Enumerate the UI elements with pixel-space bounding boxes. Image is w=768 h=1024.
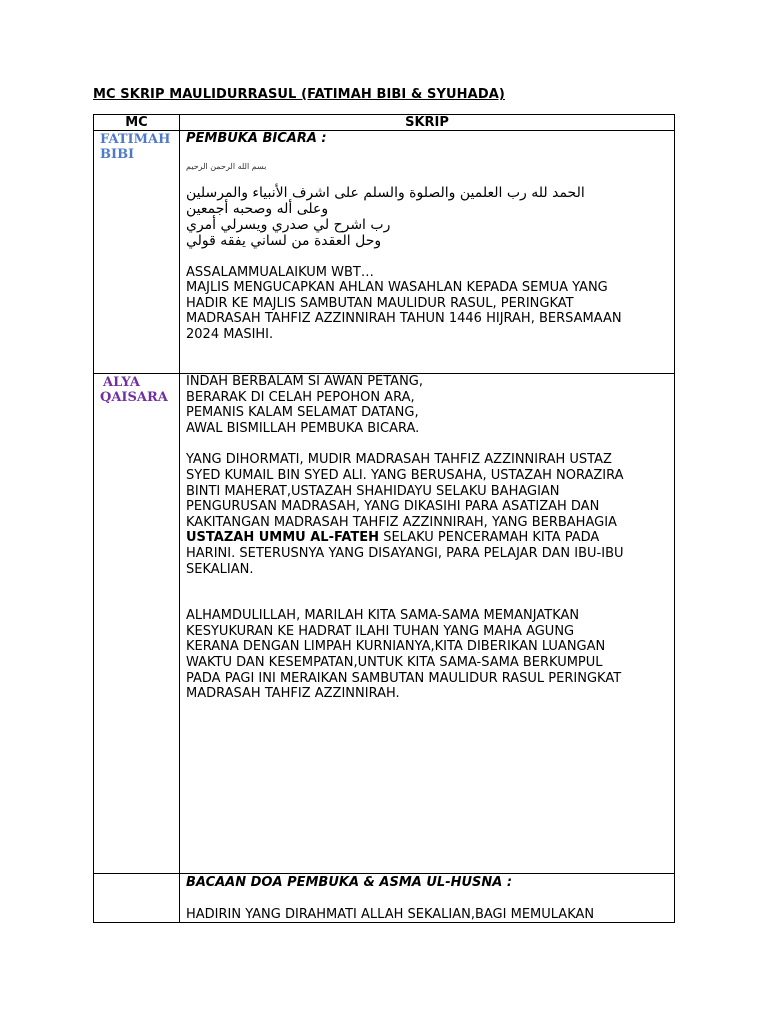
- table-row: [94, 374, 675, 874]
- table-row: [94, 131, 675, 374]
- greeting: ASSALAMMUALAIKUM WBT…: [186, 264, 374, 280]
- arabic-line: وحل العقدة من لساني يفقه قولي: [186, 232, 382, 249]
- arabic-prayer: [186, 185, 668, 249]
- mc-cell: [94, 874, 180, 923]
- mc-name-line: BIBI: [100, 147, 135, 162]
- pantun-line: AWAL BISMILLAH PEMBUKA BICARA.: [186, 420, 420, 436]
- gratitude-line: ALHAMDULILLAH, MARILAH KITA SAMA-SAMA MEMANJATKAN: [186, 608, 580, 624]
- header-mc: MC: [94, 115, 180, 131]
- respect-line: PENGURUSAN MADRASAH, YANG DIKASIHI PARA ASATIZAH DAN: [186, 499, 600, 515]
- mc-name: [94, 131, 179, 162]
- respect-line: HARINI. SETERUSNYA YANG DISAYANGI, PARA PELAJAR DAN IBU-IBU: [186, 545, 624, 561]
- mc-name-line: ALYA: [103, 375, 140, 390]
- respect-line: SEKALIAN.: [186, 561, 254, 577]
- respect-line: YANG DIHORMATI, MUDIR MADRASAH TAHFIZ AZZINNIRAH USTAZ: [186, 452, 612, 468]
- table-row: [94, 874, 675, 923]
- skrip-cell: [180, 874, 675, 923]
- welcome-line: HADIR KE MAJLIS SAMBUTAN MAULIDUR RASUL, PERINGKAT: [186, 295, 574, 311]
- pantun-line: BERARAK DI CELAH PEPOHON ARA,: [186, 389, 415, 405]
- header-skrip: SKRIP: [180, 115, 675, 131]
- speaker-line: [186, 530, 668, 546]
- mc-cell: [94, 374, 180, 874]
- mc-cell: [94, 131, 180, 374]
- speaker-name: USTAZAH UMMU AL-FATEH: [186, 530, 380, 546]
- arabic-line: وعلى أله وصحبه أجمعين: [186, 200, 329, 217]
- gratitude-line: KERANA DENGAN LIMPAH KURNIANYA,KITA DIBERIKAN LUANGAN: [186, 639, 606, 655]
- arabic-line: رب اشرح لي صدري ويسرلي أمري: [186, 216, 391, 233]
- pantun-line: INDAH BERBALAM SI AWAN PETANG,: [186, 374, 424, 389]
- script-table: [93, 114, 675, 923]
- basmalah-calligraphy: بسم الله الرحمن الرحيم: [186, 161, 267, 171]
- page-title: MC SKRIP MAULIDURRASUL (FATIMAH BIBI & SYUHADA): [93, 87, 505, 102]
- section-heading: PEMBUKA BICARA :: [186, 131, 327, 146]
- arabic-line: الحمد لله رب العلمين والصلوة والسلم على اشرف الأنبياء والمرسلين: [186, 184, 585, 201]
- welcome-line: 2024 MASIHI.: [186, 326, 274, 342]
- respect-line: BINTI MAHERAT,USTAZAH SHAHIDAYU SELAKU BAHAGIAN: [186, 483, 560, 499]
- gratitude-line: KESYUKURAN KE HADRAT ILAHI TUHAN YANG MAHA AGUNG: [186, 623, 575, 639]
- gratitude-line: WAKTU DAN KESEMPATAN,UNTUK KITA SAMA-SAMA BERKUMPUL: [186, 654, 603, 670]
- skrip-cell: [180, 131, 675, 374]
- respect-line: KAKITANGAN MADRASAH TAHFIZ AZZINNIRAH, YANG BERBAHAGIA: [186, 514, 617, 530]
- mc-name-line: FATIMAH: [100, 132, 171, 147]
- gratitude-line: PADA PAGI INI MERAIKAN SAMBUTAN MAULIDUR RASUL PERINGKAT: [186, 670, 622, 686]
- script-line: HADIRIN YANG DIRAHMATI ALLAH SEKALIAN,BAGI MEMULAKAN: [186, 906, 595, 922]
- mc-name: [94, 374, 179, 405]
- table-header-row: [94, 115, 675, 131]
- respect-line: SYED KUMAIL BIN SYED ALI. YANG BERUSAHA, USTAZAH NORAZIRA: [186, 467, 624, 483]
- pantun-line: PEMANIS KALAM SELAMAT DATANG,: [186, 405, 419, 421]
- section-heading: BACAAN DOA PEMBUKA & ASMA UL-HUSNA :: [186, 875, 513, 890]
- mc-name-line: QAISARA: [100, 390, 168, 405]
- welcome-line: MADRASAH TAHFIZ AZZINNIRAH TAHUN 1446 HIJRAH, BERSAMAAN: [186, 311, 622, 327]
- welcome-line: MAJLIS MENGUCAPKAN AHLAN WASAHLAN KEPADA SEMUA YANG: [186, 280, 608, 296]
- speaker-role: SELAKU PENCERAMAH KITA PADA: [379, 530, 600, 546]
- skrip-cell: [180, 374, 675, 874]
- gratitude-line: MADRASAH TAHFIZ AZZINNIRAH.: [186, 686, 400, 702]
